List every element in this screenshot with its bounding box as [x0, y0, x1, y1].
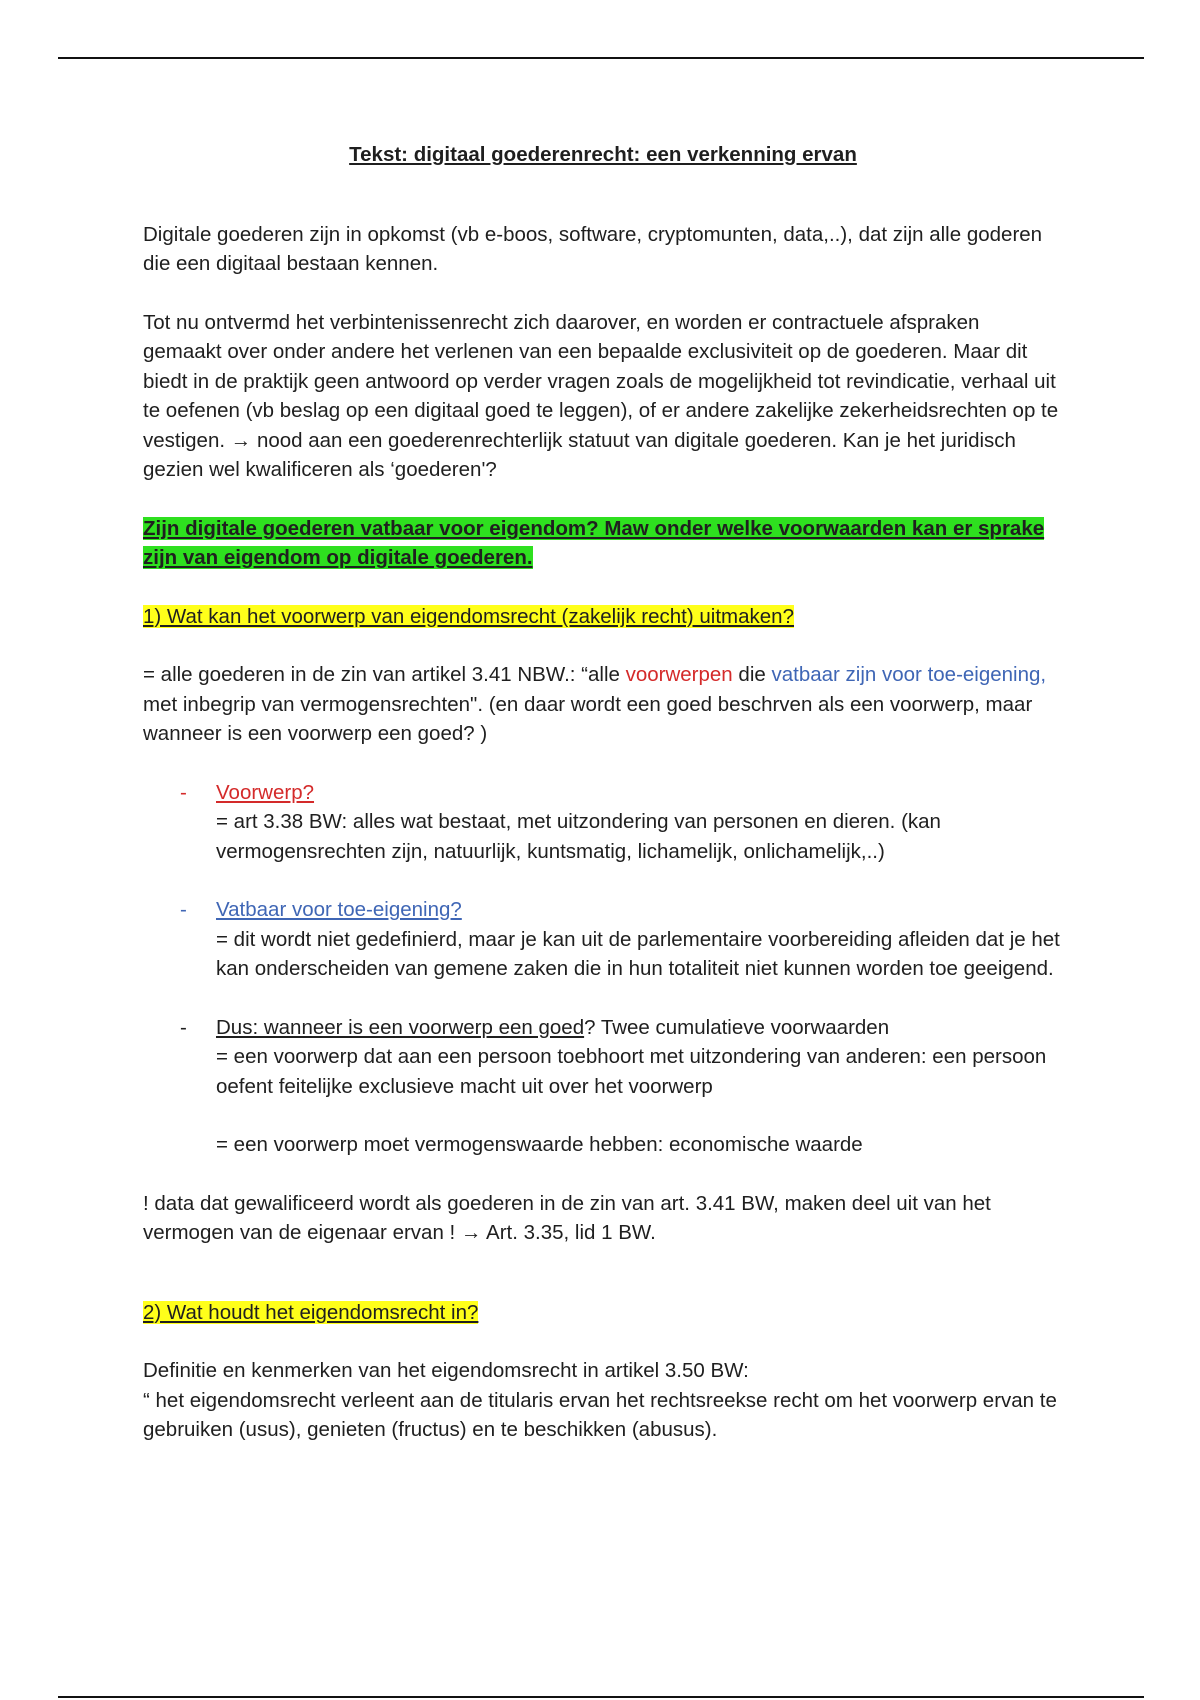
list-item-vatbaar — [143, 895, 1063, 984]
bullet-dash: - — [180, 780, 187, 804]
definition-term-voorwerpen: voorwerpen — [625, 663, 733, 686]
list-item-title: Vatbaar voor toe-eigening? — [216, 898, 462, 921]
document-title: Tekst: digitaal goederenrecht: een verkenning ervan — [349, 143, 857, 166]
section2-heading — [143, 1298, 1063, 1328]
condition-2: = een voorwerp moet vermogenswaarde hebben: economische waarde — [216, 1133, 863, 1156]
bullet-dash: - — [180, 898, 187, 921]
paragraph-note: ! data dat gewalificeerd wordt als goederen in de zin van art. 3.41 BW, maken deel uit van het vermogen van de eigenaar ervan ! → Art. 3.35, lid 1 BW. — [143, 1191, 991, 1244]
list-item-goed — [143, 1013, 1063, 1160]
green-highlight-heading: Zijn digitale goederen vatbaar voor eigendom? Maw onder welke voorwaarden kan er sprake zijn van eigendom op digitale goederen. — [143, 516, 1045, 569]
list-item-voorwerp — [143, 778, 1063, 867]
yellow-highlight-heading-2: 2) Wat houdt het eigendomsrecht in? — [143, 1300, 479, 1324]
condition-1: = een voorwerp dat aan een persoon toebhoort met uitzondering van anderen: een persoon oefent feitelijke exclusieve macht uit over het voorwerp — [216, 1045, 1047, 1098]
bullet-dash: - — [180, 1015, 187, 1039]
list-item-text: = dit wordt niet gedefinierd, maar je kan uit de parlementaire voorbereiding afleiden dat je het kan onderscheiden van gemene zaken die in hun totaliteit niet kunnen worden toe geeigend. — [216, 927, 1060, 980]
header-rule — [58, 57, 1144, 59]
list-item-text: = art 3.38 BW: alles wat bestaat, met uitzondering van personen en dieren. (kan vermogensrechten zijn, natuurlijk, kuntsmatig, lichamelijk, onlichamelijk,..) — [216, 810, 941, 863]
section-question-heading — [143, 514, 1063, 573]
footer-rule — [58, 1696, 1144, 1698]
list-item-title: Voorwerp? — [216, 780, 315, 804]
section1-heading — [143, 602, 1063, 632]
definition-text-c: die — [732, 663, 772, 686]
paragraph-definition — [143, 660, 1063, 749]
ownership-line-1: Definitie en kenmerken van het eigendomsrecht in artikel 3.50 BW: — [143, 1359, 749, 1382]
paragraph-intro: Digitale goederen zijn in opkomst (vb e-boos, software, cryptomunten, data,..), dat zijn alle goderen die een digitaal bestaan kennen. — [143, 222, 1043, 275]
list-item-title-rest: ? Twee cumulatieve voorwaarden — [584, 1015, 890, 1039]
document-page — [143, 140, 1063, 1474]
yellow-highlight-heading-1: 1) Wat kan het voorwerp van eigendomsrecht (zakelijk recht) uitmaken? — [143, 604, 794, 628]
list-item-title: Dus: wanneer is een voorwerp een goed — [216, 1015, 585, 1039]
definition-text-e: met inbegrip van vermogensrechten". (en daar wordt een goed beschrven als een voorwerp, maar wanneer is een voorwerp een goed? ) — [143, 692, 1033, 745]
conditions-list — [143, 778, 1063, 1160]
list-item-title-line — [216, 1013, 1063, 1043]
definition-text-a: = alle goederen in de zin van artikel 3.41 NBW.: “alle — [143, 663, 626, 686]
paragraph-context: Tot nu ontvermd het verbintenissenrecht zich daarover, en worden er contractuele afspraken gemaakt over onder andere het verlenen van een bepaalde exclusiviteit op de goederen. Maar dit biedt in de praktijk geen antwoord op verder vragen zoals de mogelijkheid tot revindicatie, verhaal uit te oefenen (vb beslag op een digitaal goed te leggen), of er andere zakelijke zekerheidsrechten op te vestigen. → nood aan een goederenrechterlijk statuut van digitale goederen. Kan je het juridisch gezien wel kwalificeren als ‘goederen'? — [143, 310, 1059, 481]
paragraph-ownership — [143, 1356, 1063, 1445]
definition-term-vatbaar: vatbaar zijn voor toe-eigening, — [771, 663, 1047, 686]
ownership-line-2: “ het eigendomsrecht verleent aan de titularis ervan het rechtsreekse recht om het voorwerp ervan te gebruiken (usus), genieten (fructus) en te beschikken (abusus). — [143, 1388, 1057, 1441]
